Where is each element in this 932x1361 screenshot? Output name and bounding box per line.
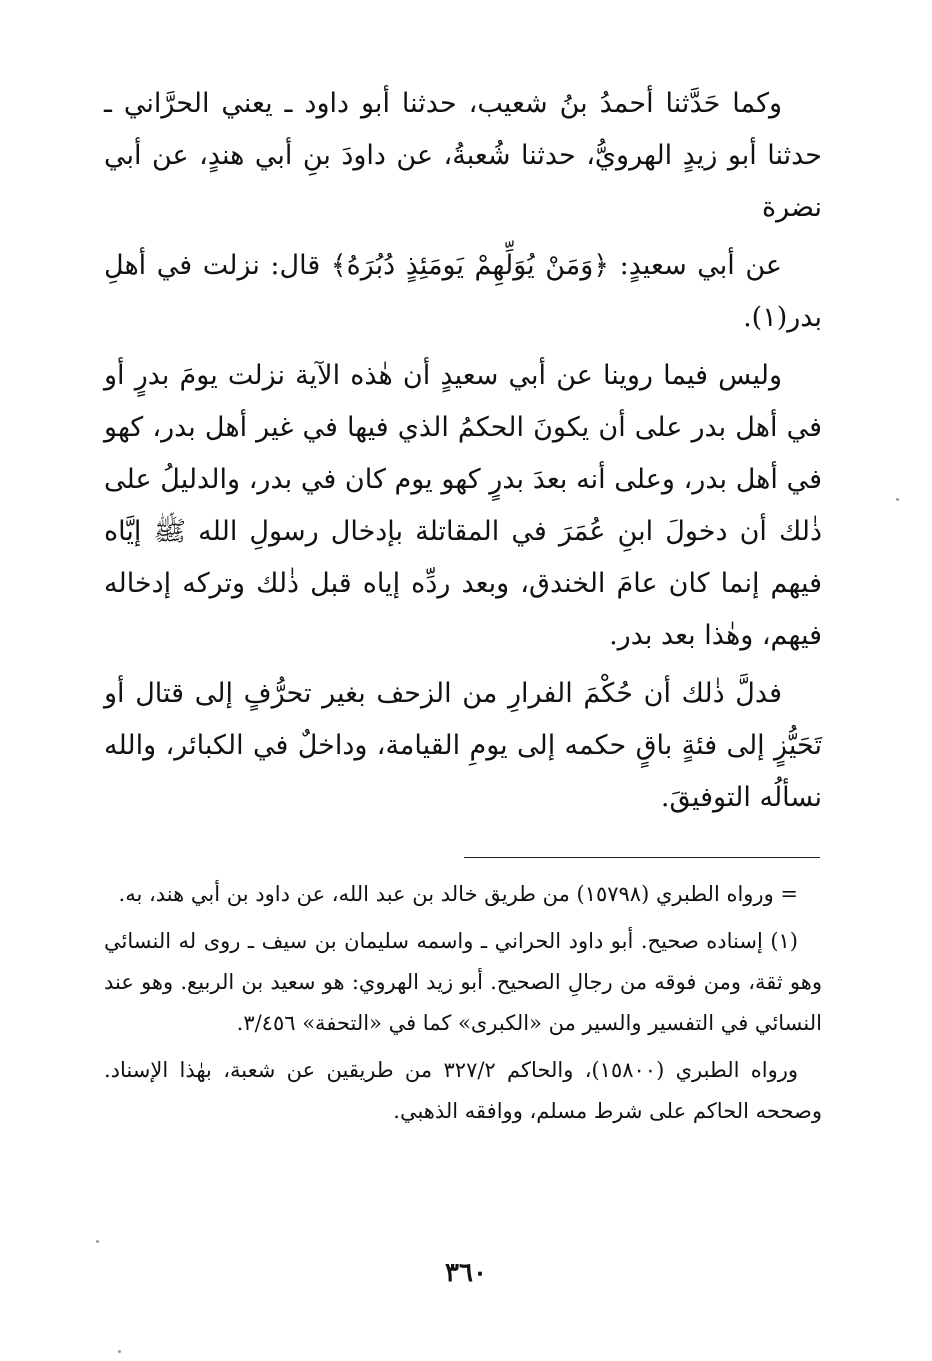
scan-speck — [118, 1350, 121, 1353]
scan-speck — [96, 1240, 99, 1243]
footnote-1-continued: ورواه الطبري (١٥٨٠٠)، والحاكم ٣٢٧/٢ من طريقين عن شعبة، بهٰذا الإسناد. وصححه الحاكم على شرط مسلم، ووافقه الذهبي. — [104, 1058, 822, 1123]
page-number: ٣٦٠ — [445, 1258, 487, 1288]
paragraph-isnad: وكما حَدَّثنا أحمدُ بنُ شعيب، حدثنا أبو داود ـ يعني الحرَّاني ـ حدثنا أبو زيدٍ الهرويُّ، حدثنا شُعبةُ، عن داودَ بنِ أبي هندٍ، عن أبي نضرة — [104, 88, 822, 223]
footnotes — [104, 874, 822, 1138]
paragraph-hadith: عن أبي سعيدٍ: ﴿وَمَنْ يُوَلِّهِمْ يَومَئِذٍ دُبُرَهُ﴾ قال: نزلت في أهلِ بدر(١). — [104, 250, 822, 333]
scan-speck — [896, 498, 899, 501]
footnote-divider — [464, 857, 820, 858]
paragraph-conclusion: فدلَّ ذٰلك أن حُكْمَ الفرارِ من الزحف بغير تحرُّفٍ إلى قتال أو تَحَيُّزٍ إلى فئةٍ باقٍ حكمه إلى يومِ القيامة، وداخلٌ في الكبائر، والله نسألُه التوفيقَ. — [104, 678, 822, 813]
footnote-1: (١) إسناده صحيح. أبو داود الحراني ـ واسمه سليمان بن سيف ـ روى له النسائي وهو ثقة، ومن فوقه من رجالِ الصحيح. أبو زيد الهروي: هو سعيد بن الربيع. وهو عند النسائي في التفسير والسير من «الكبرى» كما في «التحفة» ٣/٤٥٦. — [104, 929, 822, 1035]
paragraph-commentary: وليس فيما روينا عن أبي سعيدٍ أن هٰذه الآية نزلت يومَ بدرٍ أو في أهل بدر على أن يكونَ الحكمُ الذي فيها في غير أهل بدر، كهو في أهل بدر، وعلى أنه بعدَ بدرٍ كهو يوم كان في بدر، والدليلُ على ذٰلك أن دخولَ ابنِ عُمَرَ في المقاتلة بإدخال رسولِ الله ﷺ إيَّاه فيهم إنما كان عامَ الخندق، وبعد ردِّه إياه قبل ذٰلك وتركه إدخاله فيهم، وهٰذا بعد بدر. — [104, 360, 822, 651]
footnote-continuation: = ورواه الطبري (١٥٧٩٨) من طريق خالد بن عبد الله، عن داود بن أبي هند، به. — [118, 882, 798, 906]
main-text — [104, 78, 822, 830]
